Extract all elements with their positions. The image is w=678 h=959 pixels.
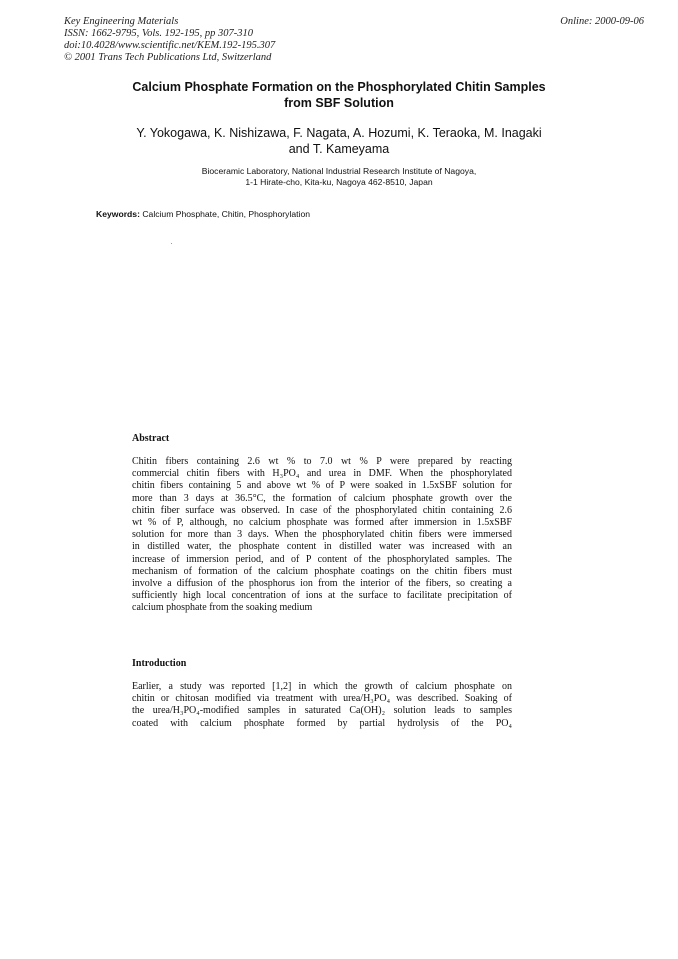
abstract-line: calcium phosphate from the soaking medium [132,602,313,614]
online-date: Online: 2000-09-06 [560,16,644,27]
abstract-heading: Abstract [132,433,170,444]
author-line: and T. Kameyama [288,141,390,156]
keywords [96,209,310,220]
journal-header [64,16,275,64]
keywords-label: Keywords: [96,209,140,219]
abstract-line: more than 3 days at 36.5°C, the formation of calcium phosphate growth over the [132,492,512,504]
affiliation-line: Bioceramic Laboratory, National Industrial Research Institute of Nagoya, [201,166,477,176]
abstract-line: sufficiently high local concentration of ions at the surface to facilitate precipitation of [132,590,512,602]
abstract-line: in distilled water, the phosphate content in distilled water was increased with an [132,541,512,553]
abstract-line: commercial chitin fibers with H₃PO₄ and urea in DMF. When the phosphorylated [132,468,512,480]
introduction-line: the urea/H₃PO₄-modified samples in saturated Ca(OH)₂ solution leads to samples [132,705,512,717]
affiliation [60,166,618,188]
abstract-line: mechanism of formation of the calcium phosphate coatings on the chitin fibers must [132,565,512,577]
abstract-body [132,456,512,615]
journal-doi: doi:10.4028/www.scientific.net/KEM.192-195.307 [64,40,276,51]
abstract-line: solution for more than 3 days. When the phosphorylated chitin fibers were immersed [132,529,512,541]
journal-name: Key Engineering Materials [64,16,179,27]
abstract-line: involve a diffusion of the phosphorus ion from the interior of the fibers, so creating a [132,578,512,590]
journal-copyright: © 2001 Trans Tech Publications Ltd, Switzerland [64,52,272,63]
introduction-line: Earlier, a study was reported [1,2] in which the growth of calcium phosphate on [132,681,512,692]
abstract-line: increase of immersion period, and of P content of the phosphorylated samples. The [132,553,512,565]
paper-title [60,80,618,111]
introduction-body [132,681,512,730]
abstract-line: chitin fibers containing 5 and above wt % of P were soaked in 1.5xSBF solution for [132,480,512,492]
introduction-line: coated with calcium phosphate formed by partial hydrolysis of the PO₄ [132,717,512,729]
abstract-line: wt % of P, although, no calcium phosphate was formed after immersion in 1.5xSBF [132,517,512,529]
affiliation-line: 1-1 Hirate-cho, Kita-ku, Nagoya 462-8510, Japan [245,177,433,187]
author-list [60,126,618,157]
keywords-text: Calcium Phosphate, Chitin, Phosphorylation [142,209,310,219]
scan-speck [171,243,172,244]
introduction-heading: Introduction [132,658,187,669]
author-line: Y. Yokogawa, K. Nishizawa, F. Nagata, A. Hozumi, K. Teraoka, M. Inagaki [136,126,542,140]
abstract-line: Chitin fibers containing 2.6 wt % to 7.0 wt % P were prepared by reacting [132,456,512,467]
abstract-line: chitin fiber surface was observed. In case of the phosphorylated chitin containing 2.6 [132,504,512,516]
introduction-line: chitin or chitosan modified via treatment with urea/H₃PO₄ was described. Soaking of [132,693,512,705]
title-line: Calcium Phosphate Formation on the Phosphorylated Chitin Samples [132,80,546,94]
journal-issn: ISSN: 1662-9795, Vols. 192-195, pp 307-310 [64,28,253,39]
title-line: from SBF Solution [284,95,394,110]
